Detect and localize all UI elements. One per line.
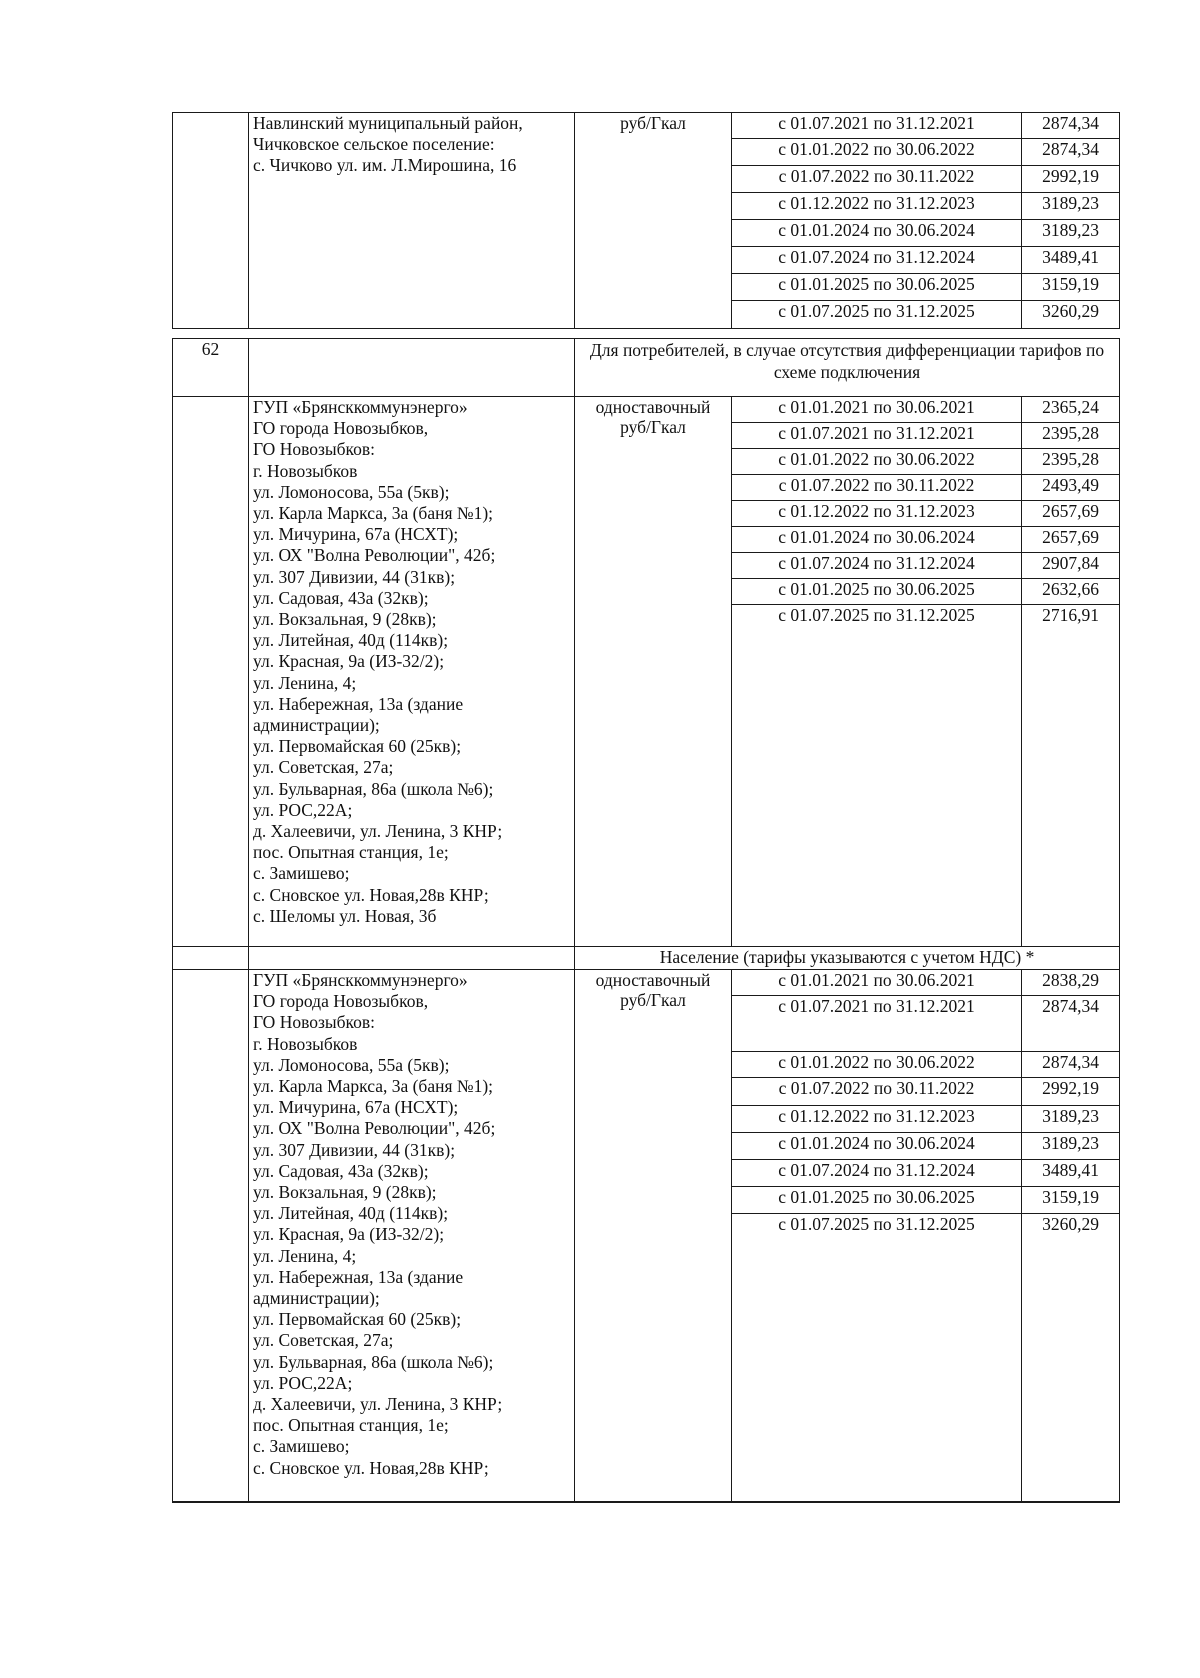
address-line: д. Халеевичи, ул. Ленина, 3 КНР; [253, 821, 503, 842]
address-line: ул. Карла Маркса, 3а (баня №1); [253, 503, 494, 524]
address-line: ул. Вокзальная, 9 (28кв); [253, 1182, 437, 1203]
tariff-value: 3189,23 [1022, 220, 1120, 247]
address-line: ул. Бульварная, 86а (школа №6); [253, 778, 494, 799]
unit-cell [575, 397, 732, 947]
address-line: ул. Первомайская 60 (25кв); [253, 1309, 462, 1330]
number-cell [173, 970, 249, 1502]
period-cell: с 01.07.2025 по 31.12.2025 [732, 605, 1022, 947]
address-line: ул. Первомайская 60 (25кв); [253, 736, 462, 757]
address-line: ГУП «Брянсккоммунэнерго» [253, 397, 468, 417]
table-row [173, 113, 1120, 139]
tariff-value: 3489,41 [1022, 247, 1120, 274]
address-line: ул. 307 Дивизии, 44 (31кв); [253, 1139, 456, 1160]
address-line: администрации); [253, 715, 380, 736]
address-line: ул. Набережная, 13а (здание [253, 693, 464, 714]
tariff-value: 3489,41 [1022, 1160, 1120, 1187]
number-cell [173, 113, 249, 329]
address-line: ул. Ломоносова, 55а (5кв); [253, 481, 450, 502]
period-cell: с 01.01.2024 по 30.06.2024 [732, 1133, 1022, 1160]
tariff-value: 3189,23 [1022, 193, 1120, 220]
address-line: ул. Ленина, 4; [253, 672, 357, 693]
unit-label: руб/Гкал [620, 113, 686, 133]
tariff-table-novozybkov [172, 338, 1120, 1503]
address-line: ул. Красная, 9а (ИЗ-32/2); [253, 1224, 445, 1245]
address-cell [249, 113, 575, 329]
address-line: г. Новозыбков [253, 1033, 358, 1054]
section-header: Для потребителей, в случае отсутствия дифференциации тарифов по схеме подключения [575, 339, 1120, 397]
period-cell: с 01.07.2022 по 30.11.2022 [732, 475, 1022, 501]
unit-label: руб/Гкал [620, 990, 686, 1010]
address-line: ул. Мичурина, 67а (НСХТ); [253, 1097, 459, 1118]
unit-cell [575, 113, 732, 329]
tariff-value: 2632,66 [1022, 579, 1120, 605]
address-line: ул. Ленина, 4; [253, 1245, 357, 1266]
period-cell: с 01.01.2021 по 30.06.2021 [732, 397, 1022, 423]
address-line: с. Замишево; [253, 1436, 350, 1457]
address-line: ул. Карла Маркса, 3а (баня №1); [253, 1076, 494, 1097]
address-line: ГО города Новозыбков, [253, 991, 429, 1012]
tariff-value: 2992,19 [1022, 1078, 1120, 1106]
address-line: ул. Вокзальная, 9 (28кв); [253, 609, 437, 630]
unit-cell [575, 970, 732, 1502]
period-cell: с 01.07.2025 по 31.12.2025 [732, 1214, 1022, 1502]
address-line: ГО города Новозыбков, [253, 418, 429, 439]
address-line: ул. ОХ "Волна Революции", 42б; [253, 1118, 496, 1139]
address-line: ул. ОХ "Волна Революции", 42б; [253, 545, 496, 566]
tariff-value: 2907,84 [1022, 553, 1120, 579]
address-line: с. Сновское ул. Новая,28в КНР; [253, 1457, 489, 1478]
tariff-value: 3159,19 [1022, 1187, 1120, 1214]
address-line: ул. Садовая, 43а (32кв); [253, 587, 429, 608]
tariff-value: 2395,28 [1022, 449, 1120, 475]
tariff-value: 2838,29 [1022, 970, 1120, 996]
period-cell: с 01.07.2024 по 31.12.2024 [732, 553, 1022, 579]
address-line: ул. Садовая, 43а (32кв); [253, 1160, 429, 1181]
tariff-value: 2992,19 [1022, 166, 1120, 193]
period-cell: с 01.07.2024 по 31.12.2024 [732, 1160, 1022, 1187]
period-cell: с 01.12.2022 по 31.12.2023 [732, 501, 1022, 527]
address-line: ул. Мичурина, 67а (НСХТ); [253, 524, 459, 545]
tariff-value: 2365,24 [1022, 397, 1120, 423]
tariff-table-navlya [172, 112, 1120, 329]
table-row [173, 970, 1120, 996]
unit-label: одноставочный [595, 970, 711, 990]
address-line: с. Сновское ул. Новая,28в КНР; [253, 884, 489, 905]
tariff-value: 3159,19 [1022, 274, 1120, 301]
period-cell: с 01.07.2021 по 31.12.2021 [732, 996, 1022, 1052]
period-cell: с 01.01.2024 по 30.06.2024 [732, 220, 1022, 247]
address-cell [249, 970, 575, 1502]
tariff-value: 2657,69 [1022, 527, 1120, 553]
address-line: ГО Новозыбков: [253, 439, 376, 460]
address-line: ул. РОС,22А; [253, 1372, 353, 1393]
tariff-value: 3189,23 [1022, 1106, 1120, 1133]
period-cell: с 01.01.2022 по 30.06.2022 [732, 449, 1022, 475]
period-cell: с 01.01.2025 по 30.06.2025 [732, 579, 1022, 605]
tariff-value: 2874,34 [1022, 996, 1120, 1052]
table-row-population [173, 947, 1120, 970]
tariff-value: 2395,28 [1022, 423, 1120, 449]
address-line: ул. Советская, 27а; [253, 1330, 394, 1351]
address-line: с. Шеломы ул. Новая, 3б [253, 905, 437, 926]
empty-cell [249, 339, 575, 397]
address-line: ул. Советская, 27а; [253, 757, 394, 778]
address-line: д. Халеевичи, ул. Ленина, 3 КНР; [253, 1394, 503, 1415]
period-cell: с 01.12.2022 по 31.12.2023 [732, 1106, 1022, 1133]
period-cell: с 01.01.2021 по 30.06.2021 [732, 970, 1022, 996]
address-line: администрации); [253, 1288, 380, 1309]
period-cell: с 01.12.2022 по 31.12.2023 [732, 193, 1022, 220]
tariff-value: 2874,34 [1022, 139, 1120, 166]
period-cell: с 01.01.2022 по 30.06.2022 [732, 1052, 1022, 1078]
address-line: ул. Красная, 9а (ИЗ-32/2); [253, 651, 445, 672]
unit-label: руб/Гкал [620, 417, 686, 437]
period-cell: с 01.01.2025 по 30.06.2025 [732, 274, 1022, 301]
tariff-value: 2874,34 [1022, 1052, 1120, 1078]
address-line: ул. Ломоносова, 55а (5кв); [253, 1054, 450, 1075]
address-line: пос. Опытная станция, 1е; [253, 842, 449, 863]
tariff-value: 2493,49 [1022, 475, 1120, 501]
empty-cell [173, 947, 249, 970]
address-line: Навлинский муниципальный район, [253, 113, 523, 133]
address-line: пос. Опытная станция, 1е; [253, 1415, 449, 1436]
period-cell: с 01.01.2022 по 30.06.2022 [732, 139, 1022, 166]
period-cell: с 01.01.2024 по 30.06.2024 [732, 527, 1022, 553]
address-line: ул. Литейная, 40д (114кв); [253, 1203, 449, 1224]
number-cell [173, 397, 249, 947]
period-cell: с 01.07.2021 по 31.12.2021 [732, 423, 1022, 449]
tariff-value: 3260,29 [1022, 1214, 1120, 1502]
address-line: г. Новозыбков [253, 460, 358, 481]
address-line: с. Чичково ул. им. Л.Мирошина, 16 [253, 155, 517, 176]
table-row [173, 397, 1120, 423]
address-line: ул. Бульварная, 86а (школа №6); [253, 1351, 494, 1372]
tariff-value: 3260,29 [1022, 301, 1120, 329]
tariff-value: 2716,91 [1022, 605, 1120, 947]
unit-label: одноставочный [595, 397, 711, 417]
table-row-62 [173, 339, 1120, 397]
row-number: 62 [173, 339, 249, 397]
period-cell: с 01.07.2025 по 31.12.2025 [732, 301, 1022, 329]
period-cell: с 01.07.2022 по 30.11.2022 [732, 166, 1022, 193]
tariff-value: 3189,23 [1022, 1133, 1120, 1160]
address-line: ГУП «Брянсккоммунэнерго» [253, 970, 468, 990]
address-line: ул. Набережная, 13а (здание [253, 1266, 464, 1287]
address-line: ул. 307 Дивизии, 44 (31кв); [253, 566, 456, 587]
empty-cell [249, 947, 575, 970]
address-line: ул. РОС,22А; [253, 799, 353, 820]
population-header: Население (тарифы указываются с учетом НДС) * [575, 947, 1120, 970]
address-line: ГО Новозыбков: [253, 1012, 376, 1033]
period-cell: с 01.01.2025 по 30.06.2025 [732, 1187, 1022, 1214]
period-cell: с 01.07.2024 по 31.12.2024 [732, 247, 1022, 274]
period-cell: с 01.07.2021 по 31.12.2021 [732, 113, 1022, 139]
tariff-value: 2874,34 [1022, 113, 1120, 139]
address-line: с. Замишево; [253, 863, 350, 884]
address-cell [249, 397, 575, 947]
tariff-value: 2657,69 [1022, 501, 1120, 527]
period-cell: с 01.07.2022 по 30.11.2022 [732, 1078, 1022, 1106]
address-line: Чичковское сельское поселение: [253, 134, 495, 155]
address-line: ул. Литейная, 40д (114кв); [253, 630, 449, 651]
